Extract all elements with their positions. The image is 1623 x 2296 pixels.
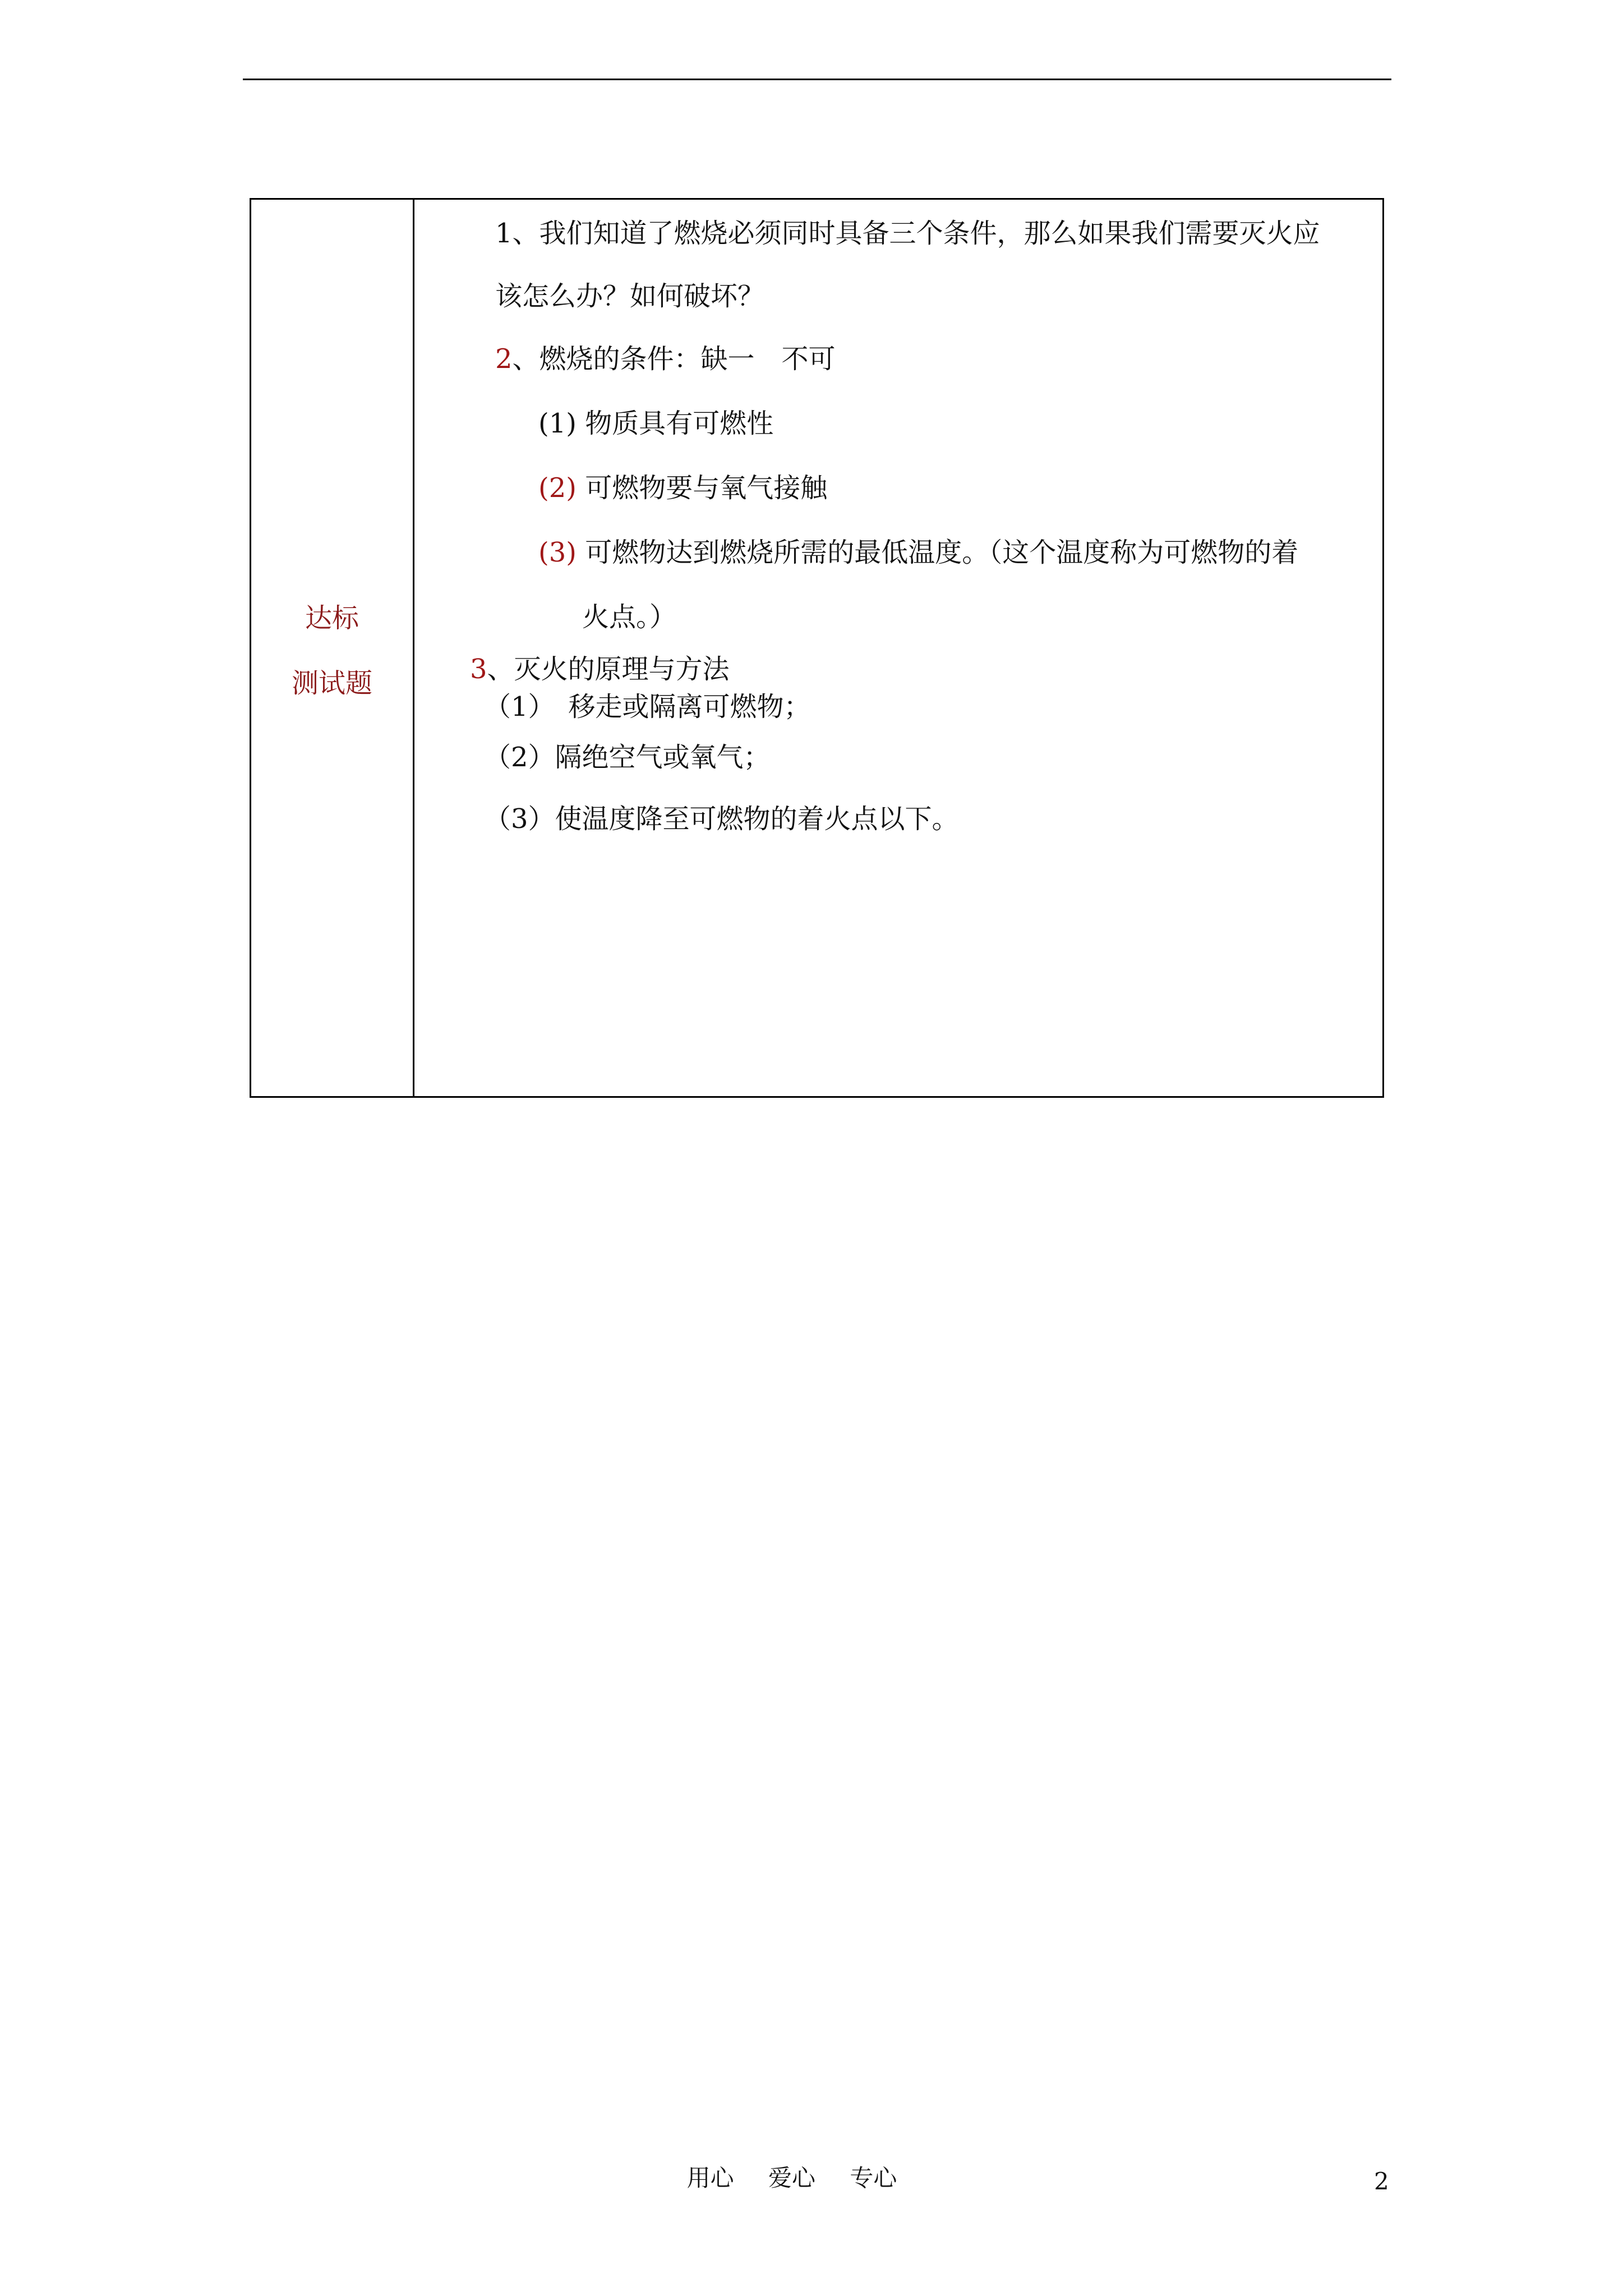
motto-word-1: 用心: [686, 2164, 734, 2192]
table-label-cell: [251, 200, 413, 1096]
column-divider: [413, 200, 414, 1096]
question-3-number: 3: [470, 654, 487, 685]
question-2-heading: [495, 343, 836, 375]
question-3-heading: [470, 656, 730, 683]
question-1-line-1: 1、我们知道了燃烧必须同时具备三个条件，那么如果我们需要灭火应: [495, 218, 1320, 249]
question-2-sub-3-number: (3): [538, 537, 577, 568]
question-2-sub-1: (1) 物质具有可燃性: [538, 408, 774, 439]
question-3-sub-2: （2）隔绝空气或氧气；: [484, 742, 771, 773]
question-2-sub-3-continued: 火点。）: [582, 601, 677, 633]
motto-word-2: 爱心: [768, 2164, 815, 2192]
question-2-sub-3-text: 可燃物达到燃烧所需的最低温度。（这个温度称为可燃物的着: [577, 537, 1299, 568]
question-3-text: 、灭火的原理与方法: [487, 654, 730, 685]
question-3-sub-3: （3）使温度降至可燃物的着火点以下。: [484, 803, 959, 835]
header-rule: [243, 79, 1391, 80]
page-number: 2: [1374, 2168, 1389, 2195]
label-line-1: 达标: [305, 602, 359, 634]
question-2-number: 2: [495, 343, 513, 375]
question-2-sub-2: [538, 472, 828, 504]
question-2-sub-2-text: 可燃物要与氧气接触: [577, 472, 828, 504]
question-3-sub-1: （1） 移走或隔离可燃物；: [484, 691, 811, 723]
content-table: [250, 198, 1384, 1098]
question-2-text: 、燃烧的条件：缺一 不可: [512, 343, 836, 375]
question-1-line-2: 该怎么办？如何破坏？: [495, 280, 765, 312]
question-2-sub-3: [538, 539, 1298, 566]
motto-word-3: 专心: [850, 2164, 897, 2192]
label-line-2: 测试题: [291, 668, 372, 699]
question-2-sub-2-number: (2): [538, 472, 577, 504]
